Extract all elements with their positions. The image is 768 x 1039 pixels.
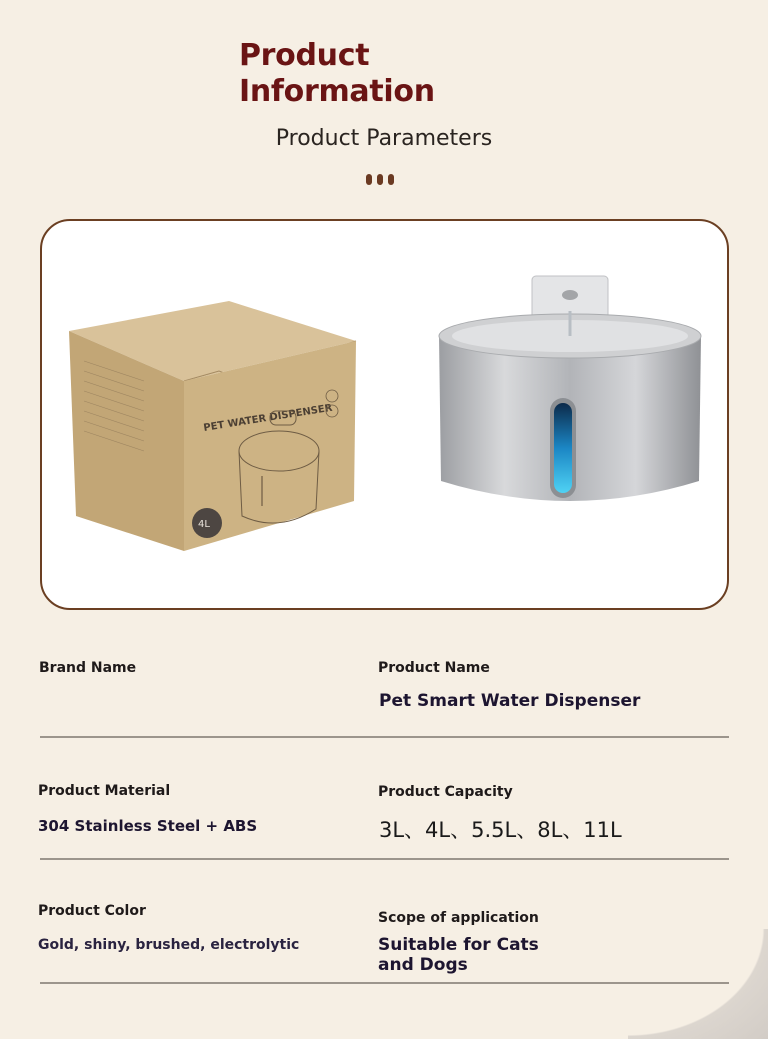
spec-label-scope: Scope of application: [378, 910, 539, 926]
scope-line-2: and Dogs: [378, 955, 468, 975]
dot-icon: [388, 174, 394, 185]
capacity-badge: 4L: [198, 519, 210, 530]
dot-icon: [377, 174, 383, 185]
spec-value-color: Gold, shiny, brushed, electrolytic: [38, 937, 300, 953]
spec-value-material: 304 Stainless Steel + ABS: [38, 817, 258, 835]
spec-label-capacity: Product Capacity: [378, 784, 513, 800]
spec-label-product-name: Product Name: [378, 660, 490, 676]
page-curl-shadow: [628, 929, 768, 1039]
product-box-image: [64, 301, 364, 561]
divider: [40, 858, 729, 860]
spec-label-material: Product Material: [38, 783, 171, 799]
title-line-2: Information: [239, 74, 435, 109]
decorative-dots-icon: [366, 174, 394, 186]
divider: [40, 982, 729, 984]
spec-label-color: Product Color: [38, 903, 146, 919]
subtitle-text: Product Parameters: [275, 126, 493, 151]
scope-line-1: Suitable for Cats: [378, 935, 539, 955]
spec-label-brand-name: Brand Name: [39, 660, 137, 676]
spec-value-scope: [378, 935, 539, 975]
page-title: [239, 38, 435, 110]
title-line-1: Product: [239, 38, 370, 73]
spec-value-capacity: 3L、4L、5.5L、8L、11L: [379, 818, 622, 842]
section-subtitle: [0, 126, 768, 151]
dot-icon: [366, 174, 372, 185]
box-label: PET WATER DISPENSER: [202, 402, 334, 434]
divider: [40, 736, 729, 738]
water-fountain-image: [427, 271, 707, 531]
spec-value-product-name: Pet Smart Water Dispenser: [379, 691, 641, 711]
product-image-frame: [40, 219, 729, 610]
